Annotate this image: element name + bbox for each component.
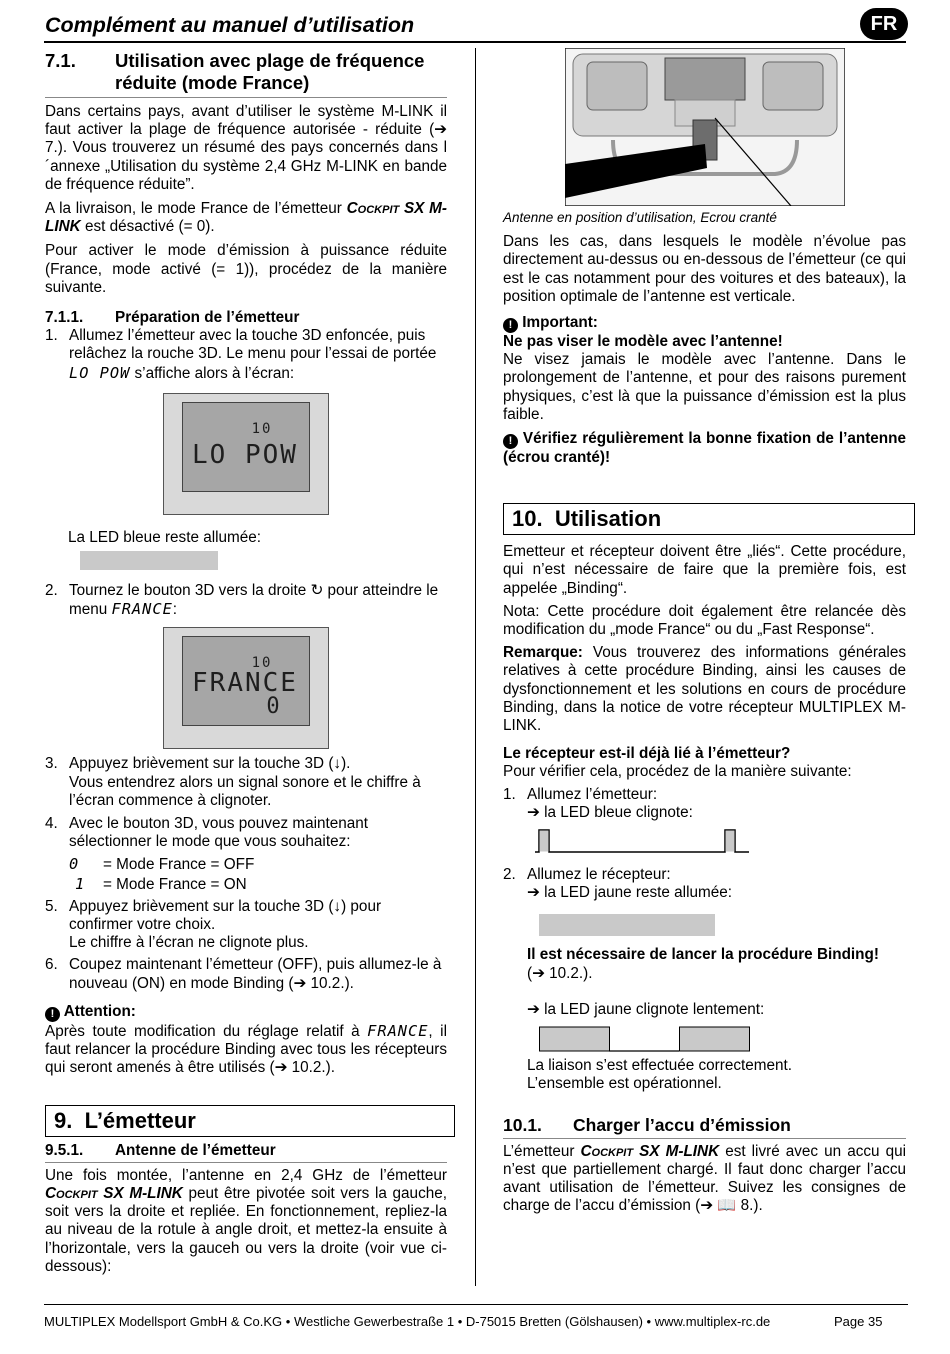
section-rule: [45, 1162, 447, 1163]
list-item: 3. Appuyez brièvement sur la touche 3D (↓). Vous entendrez alors un signal sonore et le chiffre à l’écran commence à clignoter.: [45, 755, 421, 809]
paragraph: Pour vérifier cela, procédez de la manière suivante:: [503, 763, 852, 781]
right-column: [503, 48, 906, 1215]
question-heading: Le récepteur est-il déjà lié à l’émetteur?: [503, 745, 791, 763]
section-rule: [45, 97, 447, 98]
led-blue-blink-signal: [535, 826, 775, 856]
list-item: 6. Coupez maintenant l’émetteur (OFF), puis allumez-le à nouveau (ON) en mode Binding (➔ 10.2.).: [45, 956, 442, 992]
led-label: La LED bleue reste allumée:: [68, 528, 262, 546]
lcd-text: FRANCE: [111, 600, 173, 619]
paragraph: Une fois montée, l’antenne en 2,4 GHz de l’émetteur Cockpit SX M-LINK peut être pivotée soit vers la gauche, soit vers la droite et repliée. En fonctionnement, repliez-la au niveau de la rotule à angle droit, et mettez-la ensuite à l’horizontale, vers la gauceh ou vers la droite (voir vue ci-dessous):: [45, 1166, 447, 1275]
section-number: 7.1.: [45, 50, 76, 71]
binding-required: Il est nécessaire de lancer la procédure Binding!: [527, 946, 879, 964]
header-divider: [44, 41, 906, 43]
section-7-1-1-heading: 7.1.1. Préparation de l’émetteur: [45, 309, 300, 327]
led-yellow-slow-blink-signal: [539, 1025, 779, 1053]
important-warning: Ne pas viser le modèle avec l’antenne!: [503, 333, 783, 351]
lcd-display-lo-pow: [163, 393, 329, 515]
brand-name: Cockpit SX M-LINK: [45, 1184, 183, 1202]
lcd-channel: 10: [251, 420, 273, 437]
lcd-main-text: LO POW: [192, 439, 298, 470]
led-yellow-solid: [539, 914, 715, 936]
paragraph: L’émetteur Cockpit SX M-LINK est livré avec un accu qui n’est que partiellement chargé. Il faut donc charger l’accu avant utilisation de l’émetteur. Suivez les consignes de charge de l’accu d’émission (➔ 📖 8.).: [503, 1142, 906, 1215]
paragraph: A la livraison, le mode France de l’émetteur Cockpit SX M-LINK est désactivé (= 0).: [45, 200, 447, 236]
lcd-channel: 10: [251, 655, 273, 672]
brand-name: Cockpit SX M-LINK: [45, 200, 447, 236]
footer-address: MULTIPLEX Modellsport GmbH & Co.KG • Westliche Gewerbestraße 1 • D-75015 Bretten (Gölshausen) • www.multiplex-rc.de: [44, 1314, 771, 1329]
paragraph: Après toute modification du réglage relatif à FRANCE, il faut relancer la procédure Binding avec tous les récepteurs qui seront amenés à être utilisés (➔ 10.2.).: [45, 1021, 447, 1077]
page-number: Page 35: [834, 1314, 883, 1329]
section-9-heading: 9. L’émetteur: [45, 1105, 455, 1137]
mode-option: 0 = Mode France = OFF: [69, 855, 255, 874]
paragraph: Remarque: Vous trouverez des informations générales relatives à cette procédure Binding, ainsi les causes de dysfonctionnement et les solutions en cours de procédure Binding, dans la notice de votre récepteur MULTIPLEX M-LINK.: [503, 644, 906, 735]
list-item: 1. Allumez l’émetteur avec la touche 3D enfoncée, puis relâchez la rouche 3D. Le menu pour l’essai de portée LO POW s’affiche alors à l’écran:: [45, 327, 437, 382]
lcd-text: LO POW: [69, 363, 131, 382]
attention-heading: ! Attention:: [45, 1003, 447, 1022]
paragraph: L’ensemble est opérationnel.: [527, 1075, 722, 1093]
paragraph: La liaison s’est effectuée correctement.: [527, 1057, 793, 1075]
language-badge: FR: [860, 8, 908, 40]
left-column: [45, 48, 447, 1276]
column-divider: [475, 48, 476, 1286]
lcd-main-text: FRANCE: [192, 668, 298, 699]
led-label: ➔ la LED jaune clignote lentement:: [527, 1000, 765, 1018]
exclamation-icon: !: [503, 318, 518, 333]
section-rule: [503, 1138, 906, 1139]
list-item: 2. Allumez le récepteur: ➔ la LED jaune reste allumée:: [503, 866, 732, 902]
page-title: Complément au manuel d’utilisation: [45, 13, 415, 37]
paragraph: Emetteur et récepteur doivent être „liés“. Cette procédure, qui n’est nécessaire de faire que la première fois, est appelée „Binding“.: [503, 543, 906, 597]
section-9-5-1-heading: 9.5.1. Antenne de l’émetteur: [45, 1141, 276, 1159]
section-title-cont: réduite (mode France): [115, 72, 310, 93]
transmitter-antenna-photo: [565, 48, 845, 206]
section-7-1-heading: [45, 50, 447, 94]
exclamation-icon: !: [503, 434, 518, 449]
footer-divider: [44, 1304, 908, 1305]
section-10-heading: 10. Utilisation: [503, 503, 915, 535]
exclamation-icon: !: [45, 1007, 60, 1022]
list-item: 5. Appuyez brièvement sur la touche 3D (↓) pour confirmer votre choix. Le chiffre à l’écran ne clignote plus.: [45, 897, 382, 952]
binding-reference: (➔ 10.2.).: [527, 964, 593, 982]
paragraph: Pour activer le mode d’émission à puissance réduite (France, mode activé (= 1)), procédez de la manière suivante.: [45, 242, 447, 296]
mode-option: 1 = Mode France = ON: [75, 874, 247, 893]
transmitter-illustration: [565, 48, 845, 206]
verify-note: ! Vérifiez régulièrement la bonne fixation de l’antenne (écrou cranté)!: [503, 430, 907, 467]
paragraph: Dans certains pays, avant d’utiliser le système M-LINK il faut activer la plage de fréquence autorisée - réduite (➔ 7.). Vous trouverez un résumé des pays concernés dans l´annexe „Utilisation du système 2,4 GHz M-LINK en bande de fréquence réduite”.: [45, 103, 447, 193]
photo-caption: Antenne en position d’utilisation, Ecrou cranté: [503, 210, 777, 225]
paragraph: Nota: Cette procédure doit également être relancée dès modification du „mode France“ ou du „Fast Response“.: [503, 602, 906, 639]
list-item: 2. Tournez le bouton 3D vers la droite ↻ pour atteindre le menu FRANCE:: [45, 582, 439, 619]
lcd-display-france: [163, 627, 329, 749]
lcd-value: 0: [266, 694, 282, 720]
section-10-1-heading: 10.1. Charger l’accu d’émission: [503, 1114, 791, 1135]
paragraph: Ne visez jamais le modèle avec l’antenne. Dans le prolongement de l’antenne, et pour des raisons purement physiques, c’est là que la puissance d’émission est la plus faible.: [503, 351, 906, 423]
important-heading: ! Important:: [503, 314, 906, 333]
led-blue-solid: [80, 551, 218, 570]
paragraph: Dans les cas, dans lesquels le modèle n’évolue pas directement au-dessus ou en-dessous de l’émetteur (ce qui est le cas notamment pour des voitures et des bateaux), la position optimale de l’antenne est verticale.: [503, 233, 906, 305]
section-title: Utilisation avec plage de fréquence: [115, 50, 425, 71]
brand-name: Cockpit SX M-LINK: [580, 1142, 720, 1160]
list-item: 4. Avec le bouton 3D, vous pouvez maintenant sélectionner le mode que vous souhaitez:: [45, 815, 369, 851]
list-item: 1. Allumez l’émetteur: ➔ la LED bleue clignote:: [503, 785, 693, 821]
